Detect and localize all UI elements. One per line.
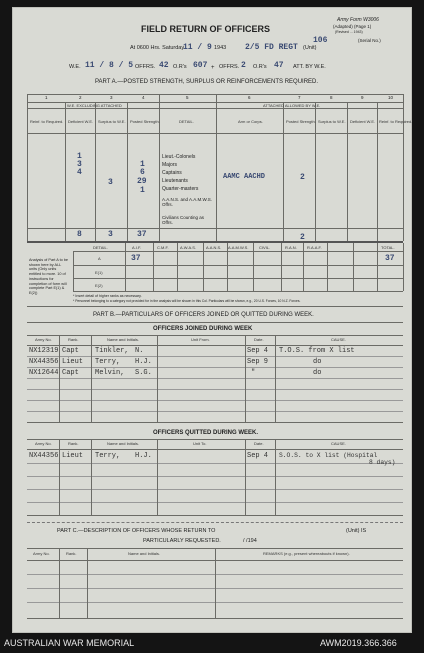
col-head: DETAIL. [179,119,194,124]
rule [403,94,404,241]
at-hours-label: At 0600 Hrs. Saturday [130,45,185,51]
col-head: Posted Strength. [130,119,160,124]
deficient-value: 4 [77,168,82,177]
form-title: FIELD RETURN OF OFFICERS [141,24,270,34]
rule [353,243,354,291]
rank-label: Lieut.-Colonels [162,154,196,160]
return-year: 1943 [214,45,227,51]
plus-offrs-value: 2 [241,61,246,70]
rule [127,102,128,241]
joined-date: Sep 4 [247,347,269,355]
rule [275,335,276,422]
col-number: 4 [142,95,145,100]
rule [59,548,60,618]
att-label: ATT. BY W.E. [293,64,326,70]
col-number: 2 [79,95,82,100]
rule [347,102,348,241]
rule [27,463,403,464]
rule [227,243,228,291]
col-head: Surplus to W.E. [318,119,346,124]
quitted-initials: H.J. [135,452,152,460]
col-head: Arm or Corps. [238,119,263,124]
quitted-rank: Lieut [62,452,84,460]
part-c-head: REMARKS (e.g., present whereabouts if known). [263,551,350,556]
joined-initials: S.G. [135,369,152,377]
joined-head: Name and Initials. [107,337,140,342]
joined-army-no: NX12319 [29,347,59,355]
joined-initials: H.J. [135,358,152,366]
rule [59,439,60,515]
detail-head: DETAIL. [93,245,108,250]
serial-label: (Serial No.) [358,38,381,43]
deficient-value: 3 [77,160,82,169]
part-c-head: Army No. [33,551,50,556]
quitted-head: Date. [254,441,264,446]
col-number: 5 [186,95,189,100]
rule [27,422,403,423]
posted-value: 29 [137,177,147,186]
perforation-line [27,522,403,523]
total-posted: 37 [137,230,147,239]
joined-head: Rank. [68,337,79,342]
quitted-date: Sep 4 [247,452,269,460]
joined-date: " [251,369,256,377]
joined-initials: N. [135,347,144,355]
joined-rank: Capt [62,347,79,355]
quitted-cause-continued: 8 days) [369,459,396,466]
joined-army-no: NX44356 [29,358,59,366]
quitted-cause: S.O.S. to X list (Hospital [279,452,378,459]
joined-rank: Capt [62,369,79,377]
detail-aif-value: 37 [131,254,141,263]
rule [157,439,158,515]
rule [27,356,403,357]
we-label: W.E. [69,64,81,70]
joined-head: Date. [254,337,264,342]
quitted-title: OFFICERS QUITTED DURING WEEK. [153,430,258,436]
detail-head: C.M.F. [157,245,169,250]
joined-rank: Lieut [62,358,84,366]
joined-cause: T.O.S. from X list [279,347,355,355]
joined-title: OFFICERS JOINED DURING WEEK [153,326,253,332]
footer-credit: AUSTRALIAN WAR MEMORIAL [4,638,135,648]
rule [245,439,246,515]
quitted-head: Unit To. [193,441,207,446]
col-head: Deficient W.E. [68,119,94,124]
rule [153,243,154,291]
rule [27,389,403,390]
quitted-army-no: NX44356 [29,452,59,460]
rule [403,243,404,291]
rule [91,439,92,515]
we-excluding-head: W.E. EXCLUDING ATTACHED [67,103,122,108]
rule [91,335,92,422]
col-head: Posted Strength. [286,119,316,124]
joined-head: Unit From. [191,337,210,342]
rank-label: Quarter-masters [162,186,199,192]
rule [27,345,403,346]
rule [275,439,276,515]
col-number: 10 [388,95,394,100]
rule [377,102,378,241]
detail-row-label: A [98,256,101,261]
we-value: 11 / 8 / 5 [85,61,134,70]
rule [27,476,403,477]
posted-value: 1 [140,186,145,195]
joined-date: Sep 9 [247,358,269,366]
rule [27,335,403,336]
unit-name: 2/5 FD REGT [245,43,298,52]
rule [27,367,403,368]
rule [27,241,403,243]
rule [27,411,403,412]
posted-value: 6 [140,168,145,177]
revised-label: (Revised ... 1943) [335,30,363,34]
detail-head: A.W.A.S. [180,245,197,250]
joined-head: CAUSE. [331,337,346,342]
rule [327,243,328,291]
detail-head: CIVIL. [259,245,271,250]
detail-total-value: 37 [385,254,395,263]
posted-value: 1 [140,160,145,169]
rank-label: A.A.N.S. and A.A.M.W.S. Offrs. [162,197,213,208]
col-number: 7 [298,95,301,100]
rule [203,243,204,291]
rule [27,322,403,323]
attached-allowed-head: ATTACHED ALLOWED BY W.E. [263,103,321,108]
analysis-note: Analysis of Part A to be shown here by ALL units (Only units entitled to more. 10 of instructions for completion of form will complete Part E(1) & E(2)) [29,258,69,296]
plus-sign: + [211,65,215,71]
quitted-head: CAUSE. [331,441,346,446]
adapted-label: (Adapted) (Page 1) [333,24,372,29]
detail-head: R.A.N. [285,245,297,250]
offrs-value: 42 [159,61,169,70]
part-c-title: PART C.—DESCRIPTION OF OFFICERS WHOSE RETURN TO [57,528,216,534]
rule [27,502,403,503]
part-b-title: PART B.—PARTICULARS OF OFFICERS JOINED OR QUITTED DURING WEEK. [93,312,314,318]
form-page [12,7,412,633]
rule [59,335,60,422]
detail-head: A.A.M.W.S. [228,245,249,250]
joined-name: Terry, [95,358,121,366]
rule [27,400,403,401]
rule [215,548,216,618]
joined-army-no: NX12644 [29,369,59,377]
plus-ors-value: 47 [274,61,284,70]
rank-label: Majors [162,162,178,168]
rule [27,306,403,307]
total-deficient: 8 [77,230,82,239]
rule [27,449,403,450]
rule [27,439,403,440]
joined-cause: do [313,358,322,366]
rule [303,243,304,291]
rule [27,94,28,241]
surplus-value: 3 [108,178,113,187]
col-head: Surplus to W.E. [98,119,126,124]
joined-cause: do [313,369,322,377]
col-head: Deficient W.E. [350,119,376,124]
detail-head: R.A.A.F. [307,245,322,250]
part-c-line2: PARTICULARLY REQUESTED. [143,538,221,544]
col-number: 9 [361,95,364,100]
footer-accession: AWM2019.366.366 [320,638,397,648]
rule [216,94,217,241]
detail-row-label: E(1) [95,270,103,275]
quitted-head: Rank. [68,441,79,446]
total-surplus: 3 [108,230,113,239]
rule [87,548,88,618]
col-number: 3 [110,95,113,100]
rule [27,515,403,516]
col-head: Reinf. to Required. [379,119,413,124]
rank-label: Lieutenants [162,178,188,184]
plus-offrs-label: OFFRS. [219,64,240,70]
rule [95,102,96,241]
total-attached: 2 [300,233,305,242]
ors-label: O.R's [173,64,187,70]
detail-row-label: E(2) [95,283,103,288]
unit-label: (Unit) [303,45,317,51]
part-c-unit-label: (Unit) IS [346,528,367,534]
part-a-title: PART A.—POSTED STRENGTH, SURPLUS OR REINFORCEMENTS REQUIRED. [95,79,319,85]
serial-number: 106 [313,36,328,45]
army-form-label: Army Form W3006 [337,17,379,23]
rule [27,378,403,379]
part-c-line2-date: / /194 [243,538,257,544]
plus-ors-label: O.R's [253,64,267,70]
return-date: 11 / 9 [183,43,212,52]
rule [27,489,403,490]
rule [73,251,74,291]
rank-label: Captains [162,170,182,176]
deficient-value: 1 [77,152,82,161]
quitted-name: Terry, [95,452,121,460]
col-head: Reinf. to Required. [30,119,64,124]
detail-head: TOTAL. [381,245,395,250]
joined-name: Tinkler, [95,347,129,355]
footnote: * Insert detail of higher ranks as necessary. [73,294,142,298]
rule [281,243,282,291]
rule [177,243,178,291]
rule [253,243,254,291]
offrs-label: OFFRS. [135,64,156,70]
rule [245,335,246,422]
detail-head: A.A.N.S. [206,245,222,250]
rule [159,94,160,241]
footnote: * Personnel belonging to a category not provided for in the analysis will be shown in this Col. Particulars will be shown, e.g., 20 U.S. Forces, 10 N.Z. Forces. [73,299,301,303]
col-number: 8 [330,95,333,100]
ors-value: 607 [193,61,208,70]
joined-head: Army No. [35,337,52,342]
quitted-head: Name and Initials. [107,441,140,446]
rule [157,335,158,422]
rule [27,94,403,95]
rank-label: Civilians Counting as Offrs. [162,215,205,226]
rule [27,618,403,619]
joined-name: Melvin, [95,369,125,377]
quitted-head: Army No. [35,441,52,446]
part-c-head: Name and Initials. [128,551,161,556]
arm-corps-value: AAMC AACHD [223,173,266,181]
col-number: 6 [248,95,251,100]
rule [73,291,403,292]
attached-posted-value: 2 [300,173,305,182]
rule [65,102,66,241]
rule [125,243,126,291]
rule [377,243,378,291]
col-number: 1 [45,95,48,100]
rule [283,102,284,241]
detail-head: A.I.F. [132,245,142,250]
part-c-head: Rank. [66,551,77,556]
